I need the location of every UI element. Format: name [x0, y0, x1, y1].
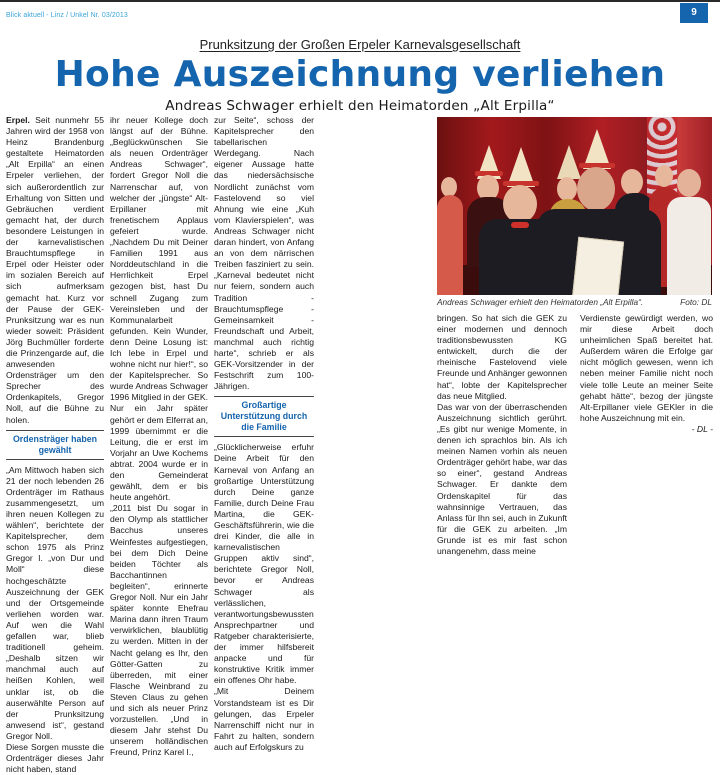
text-column-5 — [580, 313, 713, 435]
article-headline: Hohe Auszeichnung verliehen — [54, 54, 666, 95]
photo-caption — [437, 297, 712, 307]
article-photo — [437, 117, 712, 295]
paragraph: ihr neuer Kollege doch längst auf der Bühne. „Beglückwünschen Sie als neuen Ordenträger Andreas Schwager“, fordert Gregor Noll die Narrenschar auf, von welcher der „jüngste“ Alt-Erpillaner mit frenetischem Applaus gefeiert wurde. „Nachdem Du mit Deiner Familien 1991 aus Norddeutschland in die Herrlichkeit Erpel gezogen bist, hast Du schnell Zugang zum Vereinsleben und der Kommunalarbeit gefunden. Kein Wunder, denn Deine Losung ist: Ich lebe in Erpel und wohne nicht nur hier!“, so der Kapitelsprecher. So wurde Andreas Schwager 1996 Mitglied in der GEK. Nur ein Jahr später gehört er dem Elferrat an, 1999 übernimmt er die Leitung, die er erst im Vorjahr an Uwe Kochems abtrat. 2004 wurde er in den Gemeinderat gewählt, dem er bis heute angehört. — [110, 115, 208, 503]
bow-tie — [511, 222, 529, 228]
caption-text: Andreas Schwager erhielt den Heimatorden „Alt Erpilla“. — [437, 297, 644, 307]
text-column-3 — [214, 115, 314, 753]
text-column-4 — [437, 313, 567, 557]
paragraph: „Glücklicherweise erfuhr Deine Arbeit für den Karneval von Anfang an großartige Unterstützung durch Deine ganze Familie, durch Deine Frau Martina, die GEK-Geschäftsführerin, wie die drei Kinder, die alle in karnevalistischen Gruppen aktiv sind“, berichtete Gregor Noll, bevor er Andreas Schwager als verlässlichen, verantwortungsbewussten Ansprechpartner und Ratgeber charakterisierte, der immer hilfsbereit anpacke und für konstruktive Kritik immer ein offenes Ohr habe. — [214, 442, 314, 686]
page-number-badge: 9 — [680, 3, 708, 23]
paragraph: zur Seite“, schoss der Kapitelsprecher den tabellarischen Werdegang. Nach eigener Aussage hatte das niedersächsische Nordlicht zunächst vom Fastelovend so viel Ahnung wie eine „Kuh vom Klavierspielen“, was Andreas Schwager nicht daran hindert, von Anfang an von dem närrischen Treiben fasziniert zu sein. „Karneval bedeutet nicht nur feiern, sondern auch Tradition - Brauchtumspflege - Gemeinsamkeit - Freundschaft und Arbeit, manchmal auch richtig harte“, schrieb er als GEK-Vorsitzender in der Festschrift zum 100-Jährigen. — [214, 115, 314, 392]
article-kicker — [0, 37, 720, 52]
paragraph-text: Seit nunmehr 55 Jahren wird der 1958 von Heinz Brandenburg gestaltete Heimatorden „Alt Erpilla“ an einen Erpeler verliehen, der sich außerordentlich zur Erhaltung von Sitten und Gebräuchen verdient gemacht hat, der durch besondere Leistungen in der karnevalistischen Brauchtumspflege in Erpel oder Heister oder im sozialen Bereich auf sich aufmerksam gemacht hat. Kurz vor der Pause der GEK-Prunksitzung war es nun wieder soweit: Präsident Jörg Buchmüller forderte die Prinzengarde auf, die anwesenden Ordensträger um den Sprecher des Ordenkapitels, Gregor Noll, auf die Bühne zu holen. — [6, 115, 104, 425]
paragraph: Diese Sorgen musste die Ordenträger dieses Jahr nicht haben, stand — [6, 741, 104, 775]
paragraph: Das war von der überraschenden Auszeichnung sichtlich gerührt. „Es gibt nur wenige Momente, in denen ich sprachlos bin. Als ich meinen Namen vorhin als neuen Ordenträger gehört habe, war das so einer“, gestand Andreas Schwager. Er dankte dem Ordenskapitel für das wahnsinnige Vertrauen, das Anlass für Ihn sei, auch in Zukunft für die GEK zu arbeiten. „Im Grunde ist es mir fast schon unangenehm, dass meine — [437, 401, 567, 556]
paragraph: „Am Mittwoch haben sich 21 der noch lebenden 26 Ordenträger im Rathaus zusammengesetzt, um ihren neuen Kollegen zu wählen“, berichtete der Kapitelsprecher, dem schon 1975 als Prinz Gregor I. „von Dur und Moll“ diese hochgeschätzte Auszeichnung der GEK und der Ortsgemeinde verliehen worden war. Auf wen die Wahl gefallen war, blieb traditionell geheim. „Deshalb sitzen wir manchmal auch auf heißen Kohlen, weil unklar ist, ob die auserwählte Person auf der Prunksitzung anwesend ist“, gestand Gregor Noll. — [6, 464, 104, 741]
paragraph: Verdienste gewürdigt werden, wo mir diese Arbeit doch unheimlichen Spaß bereitet hat. Außerdem wären die Erfolge gar nicht möglich gewesen, wenn ich neben meiner Familie nicht noch viele tolle Leute an meiner Seite gehabt hätte“, bezog der jüngste Alt-Erpillaner viele GEKler in die hohe Auszeichnung mit ein. — [580, 313, 713, 423]
page-top-rule — [0, 0, 720, 2]
text-column-2 — [110, 115, 208, 758]
section-heading-ordenstraeger: Ordensträger haben gewählt — [6, 430, 104, 460]
paragraph: bringen. So hat sich die GEK zu einer modernen und dennoch traditionsbewussten KG entwickelt, durch die der rheinische Fastelovend viele Freunde und Anhänger gewonnen hat“, lobte der Kapitelsprecher das neue Mitglied. — [437, 313, 567, 401]
text-column-1 — [6, 115, 104, 775]
section-heading-familie: Großartige Unterstützung durch die Familie — [214, 396, 314, 437]
author-signoff: - DL - — [691, 423, 713, 434]
photo-credit: Foto: DL — [680, 297, 712, 307]
running-head: Blick aktuell - Linz / Unkel Nr. 03/2013 — [6, 12, 128, 19]
kicker-text: Prunksitzung der Großen Erpeler Karnevalsgesellschaft — [199, 37, 521, 52]
certificate — [572, 237, 624, 295]
paragraph: „Mit Deinem Vorstandsteam ist es Dir gelungen, das Erpeler Narrenschiff nicht nur in Fahrt zu halten, sondern auch auf Erfolgskurs zu — [214, 686, 314, 752]
paragraph: „2011 bist Du sogar in den Olymp als stattlicher Bacchus unseres Weinfestes aufgestiegen, bei dem Dich Deine beiden Töchter als Bacchantinnen begleiten“, erinnerte Gregor Noll. Nur ein Jahr später konnte Ehefrau Marina dann ihren Traum verwirklichen, blaublütig zu werden. Mitten in der Nacht gelang es Ihr, den Götter-Gatten zu überreden, mit einer Flasche Weinbrand zu Steven Claus zu gehen und sich als neuer Prinz vorzustellen. „Und in diesem Jahr stehst Du unserem holländischen Freund, Prinz Karel I., — [110, 503, 208, 758]
dateline: Erpel. — [6, 115, 30, 125]
article-subhead: Andreas Schwager erhielt den Heimatorden „Alt Erpilla“ — [165, 98, 555, 114]
paragraph — [6, 115, 104, 426]
